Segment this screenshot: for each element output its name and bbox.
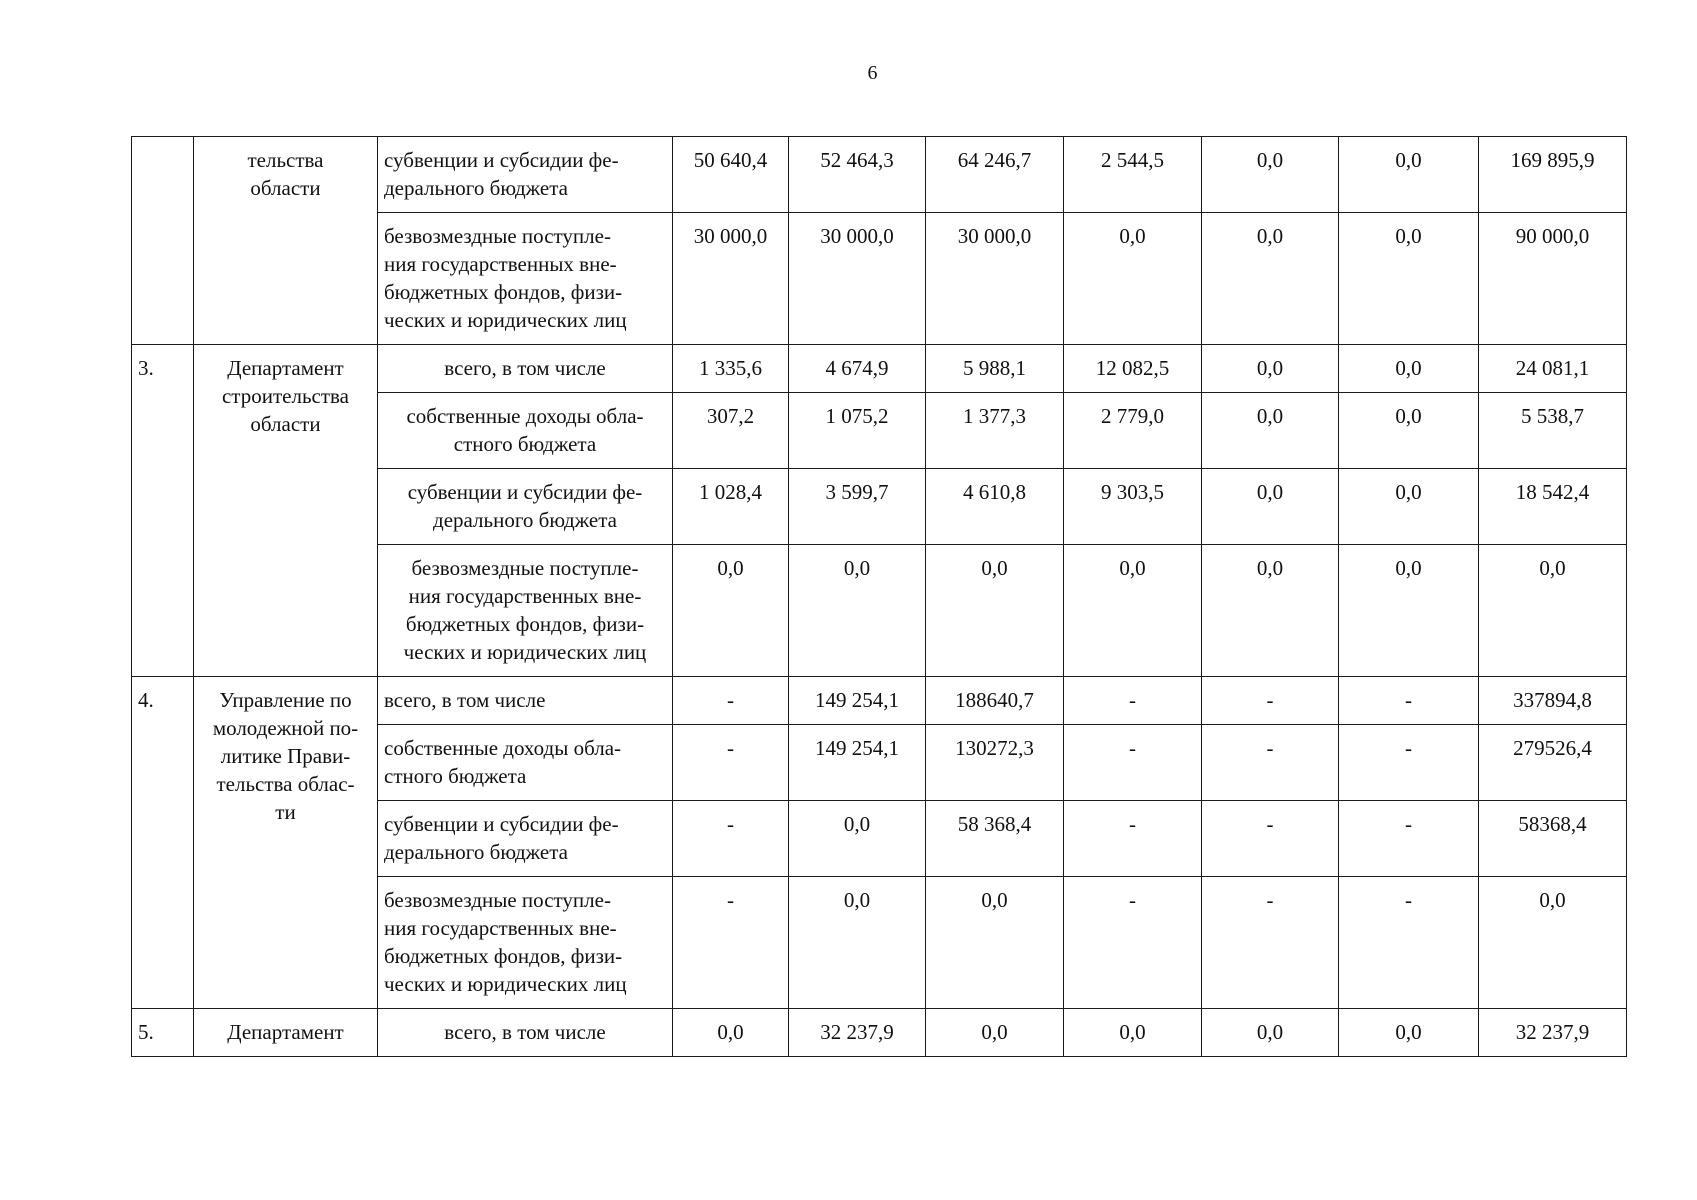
value-cell: 30 000,0: [926, 213, 1064, 345]
funding-source: всего, в том числе: [378, 1009, 673, 1057]
total-cell: 169 895,9: [1479, 137, 1627, 213]
value-cell: 0,0: [1064, 545, 1202, 677]
value-cell: 0,0: [1202, 469, 1339, 545]
value-cell: 0,0: [1202, 213, 1339, 345]
value-cell: 0,0: [926, 545, 1064, 677]
value-cell: 0,0: [1202, 545, 1339, 677]
value-cell: -: [673, 801, 789, 877]
value-cell: 9 303,5: [1064, 469, 1202, 545]
value-cell: -: [673, 677, 789, 725]
value-cell: 1 335,6: [673, 345, 789, 393]
table-row: [132, 137, 1627, 213]
total-cell: 0,0: [1479, 877, 1627, 1009]
value-cell: 5 988,1: [926, 345, 1064, 393]
row-index: 5.: [132, 1009, 194, 1057]
value-cell: 0,0: [673, 545, 789, 677]
value-cell: 2 544,5: [1064, 137, 1202, 213]
value-cell: -: [673, 725, 789, 801]
value-cell: -: [1064, 877, 1202, 1009]
funding-source: всего, в том числе: [378, 677, 673, 725]
table-body: [132, 137, 1627, 1057]
total-cell: 32 237,9: [1479, 1009, 1627, 1057]
value-cell: 0,0: [789, 801, 926, 877]
value-cell: 4 674,9: [789, 345, 926, 393]
row-index: 4.: [132, 677, 194, 1009]
value-cell: 0,0: [1202, 393, 1339, 469]
organization-name: Управление по молодежной по- литике Прави- тельства облас- ти: [194, 677, 378, 1009]
value-cell: 1 377,3: [926, 393, 1064, 469]
value-cell: 0,0: [1339, 469, 1479, 545]
value-cell: 1 075,2: [789, 393, 926, 469]
value-cell: -: [1202, 677, 1339, 725]
funding-source: безвозмездные поступле- ния государственных вне- бюджетных фондов, физи- ческих и юридических лиц: [378, 877, 673, 1009]
table-row: [132, 1009, 1627, 1057]
value-cell: 130272,3: [926, 725, 1064, 801]
value-cell: 30 000,0: [673, 213, 789, 345]
total-cell: 337894,8: [1479, 677, 1627, 725]
value-cell: -: [1064, 725, 1202, 801]
funding-source: собственные доходы обла- стного бюджета: [378, 393, 673, 469]
total-cell: 58368,4: [1479, 801, 1627, 877]
funding-source: субвенции и субсидии фе- дерального бюджета: [378, 469, 673, 545]
value-cell: 0,0: [1339, 545, 1479, 677]
value-cell: 0,0: [789, 877, 926, 1009]
organization-name: Департамент: [194, 1009, 378, 1057]
total-cell: 279526,4: [1479, 725, 1627, 801]
value-cell: 0,0: [1339, 345, 1479, 393]
funding-source: безвозмездные поступле- ния государственных вне- бюджетных фондов, физи- ческих и юридических лиц: [378, 213, 673, 345]
value-cell: 188640,7: [926, 677, 1064, 725]
value-cell: 0,0: [1064, 213, 1202, 345]
funding-source: собственные доходы обла- стного бюджета: [378, 725, 673, 801]
row-index: 3.: [132, 345, 194, 677]
funding-source: безвозмездные поступле- ния государственных вне- бюджетных фондов, физи- ческих и юридических лиц: [378, 545, 673, 677]
total-cell: 90 000,0: [1479, 213, 1627, 345]
value-cell: 0,0: [1339, 393, 1479, 469]
value-cell: 307,2: [673, 393, 789, 469]
funding-source: всего, в том числе: [378, 345, 673, 393]
budget-table: [131, 136, 1627, 1057]
value-cell: 32 237,9: [789, 1009, 926, 1057]
funding-source: субвенции и субсидии фе- дерального бюджета: [378, 801, 673, 877]
value-cell: -: [1339, 877, 1479, 1009]
value-cell: -: [1064, 801, 1202, 877]
row-index: [132, 137, 194, 345]
value-cell: 58 368,4: [926, 801, 1064, 877]
value-cell: 0,0: [1202, 1009, 1339, 1057]
value-cell: 1 028,4: [673, 469, 789, 545]
value-cell: 0,0: [926, 877, 1064, 1009]
total-cell: 18 542,4: [1479, 469, 1627, 545]
value-cell: 2 779,0: [1064, 393, 1202, 469]
table-row: [132, 345, 1627, 393]
total-cell: 5 538,7: [1479, 393, 1627, 469]
value-cell: -: [1202, 725, 1339, 801]
value-cell: 3 599,7: [789, 469, 926, 545]
value-cell: 4 610,8: [926, 469, 1064, 545]
table-row: [132, 677, 1627, 725]
value-cell: 149 254,1: [789, 677, 926, 725]
value-cell: -: [673, 877, 789, 1009]
value-cell: -: [1202, 877, 1339, 1009]
value-cell: 30 000,0: [789, 213, 926, 345]
organization-name: Департамент строительства области: [194, 345, 378, 677]
value-cell: 0,0: [1202, 137, 1339, 213]
value-cell: 0,0: [1202, 345, 1339, 393]
value-cell: -: [1202, 801, 1339, 877]
value-cell: -: [1339, 801, 1479, 877]
value-cell: 50 640,4: [673, 137, 789, 213]
value-cell: -: [1064, 677, 1202, 725]
total-cell: 24 081,1: [1479, 345, 1627, 393]
value-cell: 149 254,1: [789, 725, 926, 801]
value-cell: 0,0: [1064, 1009, 1202, 1057]
value-cell: 0,0: [1339, 213, 1479, 345]
value-cell: 52 464,3: [789, 137, 926, 213]
value-cell: 0,0: [1339, 137, 1479, 213]
value-cell: 0,0: [673, 1009, 789, 1057]
value-cell: 64 246,7: [926, 137, 1064, 213]
funding-source: субвенции и субсидии фе- дерального бюджета: [378, 137, 673, 213]
total-cell: 0,0: [1479, 545, 1627, 677]
value-cell: 0,0: [1339, 1009, 1479, 1057]
value-cell: 0,0: [789, 545, 926, 677]
value-cell: -: [1339, 725, 1479, 801]
page-number: 6: [867, 62, 878, 84]
value-cell: 0,0: [926, 1009, 1064, 1057]
value-cell: -: [1339, 677, 1479, 725]
organization-name: тельства области: [194, 137, 378, 345]
value-cell: 12 082,5: [1064, 345, 1202, 393]
